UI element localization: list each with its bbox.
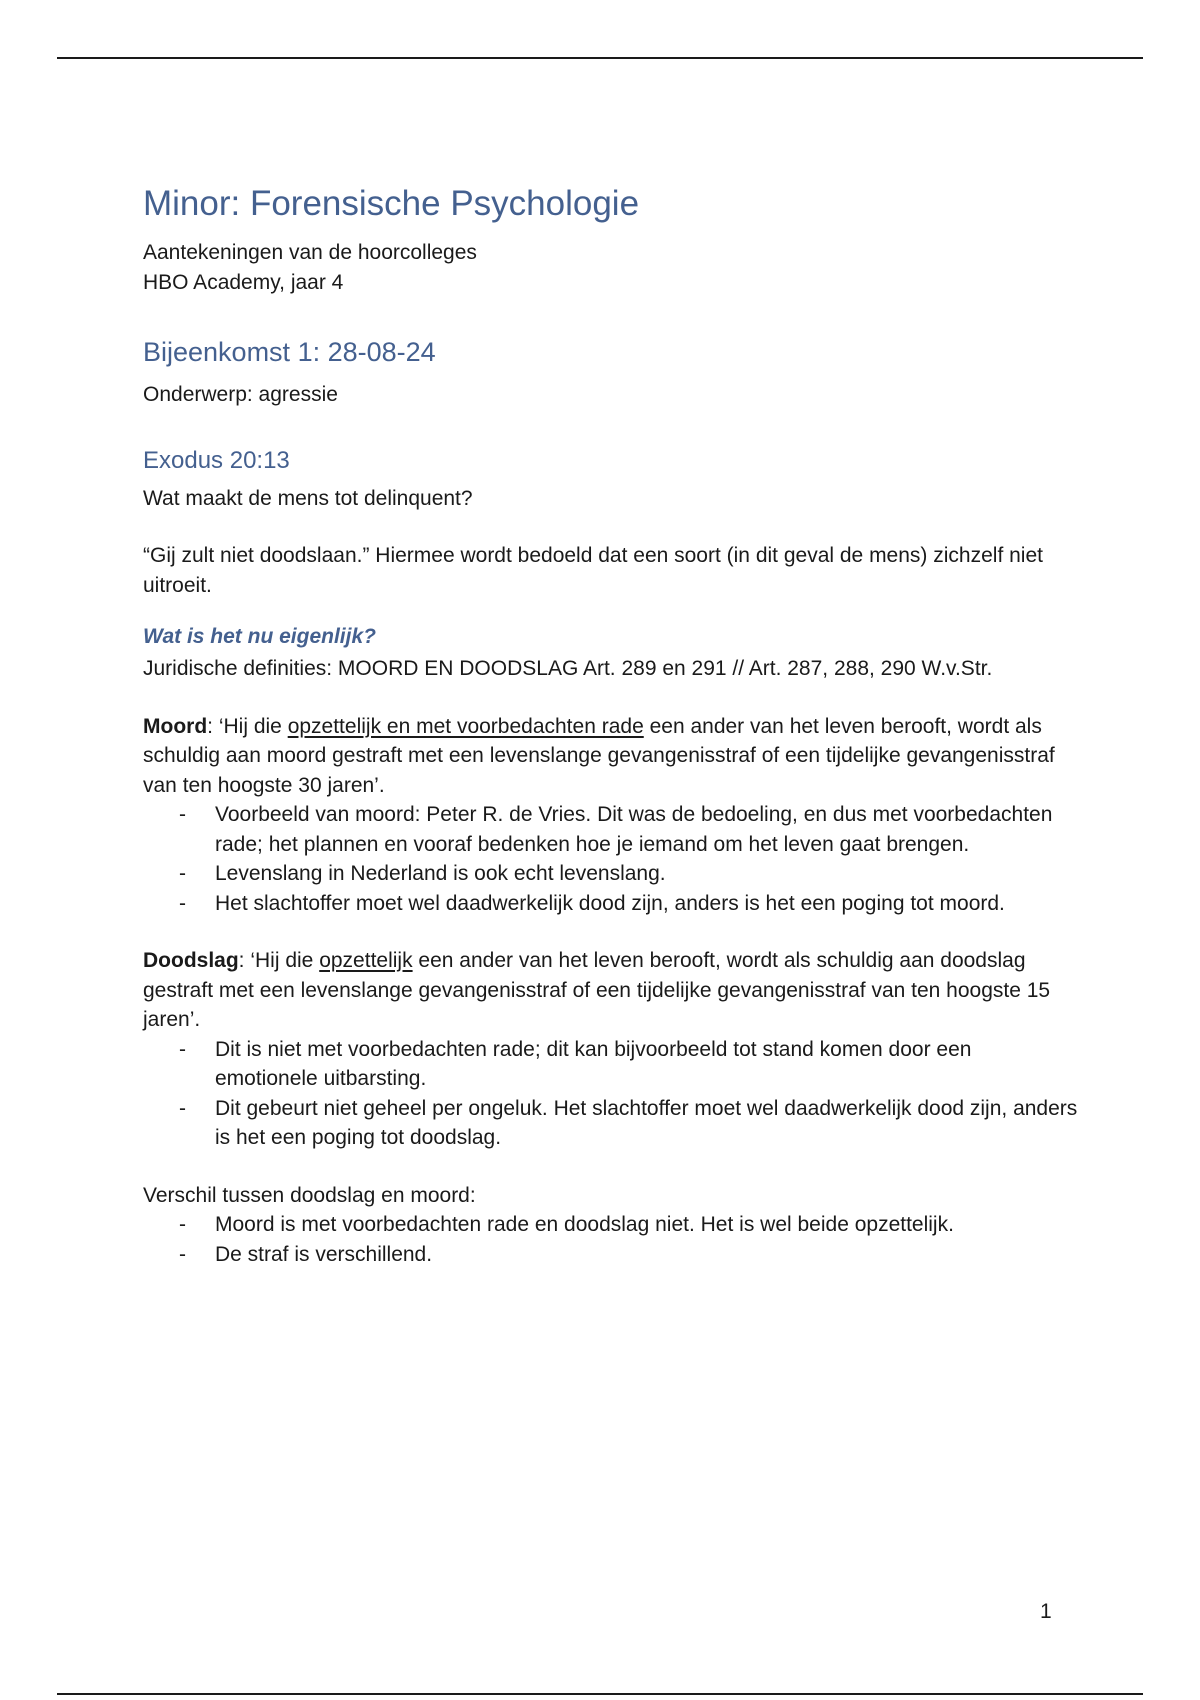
document-subtitle: Aantekeningen van de hoorcolleges bbox=[143, 241, 477, 264]
quote-paragraph: “Gij zult niet doodslaan.” Hiermee wordt bedoeld dat een soort (in dit geval de mens) zichzelf niet uitroeit. bbox=[143, 544, 1043, 597]
topic-line: Onderwerp: agressie bbox=[143, 383, 338, 406]
doodslag-bullet-list bbox=[143, 1035, 1078, 1153]
document-subtitle-2: HBO Academy, jaar 4 bbox=[143, 271, 344, 294]
header-rule bbox=[57, 57, 1143, 59]
question-line: Wat maakt de mens tot delinquent? bbox=[143, 486, 473, 510]
doodslag-text-before: : ‘Hij die bbox=[238, 949, 320, 972]
doodslag-text-after: een ander van het leven berooft, wordt als schuldig aan doodslag gestraft met een levenslange gevangenisstraf of een tijdelijke gevangenisstraf van ten hoogste 15 jaren’. bbox=[143, 949, 1051, 1031]
subheading-eigenlijk: Wat is het nu eigenlijk? bbox=[143, 625, 376, 648]
list-item: - Levenslang in Nederland is ook echt levenslang. bbox=[215, 859, 1078, 889]
doodslag-underlined: opzettelijk bbox=[319, 949, 413, 972]
document-title: Minor: Forensische Psychologie bbox=[143, 184, 640, 223]
verschil-intro: Verschil tussen doodslag en moord: bbox=[143, 1183, 476, 1207]
list-item: - Het slachtoffer moet wel daadwerkelijk dood zijn, anders is het een poging tot moord. bbox=[215, 889, 1078, 919]
footer-rule bbox=[57, 1693, 1143, 1695]
verschil-bullet-list bbox=[143, 1210, 1078, 1269]
list-item: - Voorbeeld van moord: Peter R. de Vries. Dit was de bedoeling, en dus met voorbedachten rade; het plannen en vooraf bedenken hoe je iemand om het leven gaat brengen. bbox=[215, 800, 1078, 859]
doodslag-paragraph bbox=[143, 946, 1078, 1035]
list-item: - Dit gebeurt niet geheel per ongeluk. Het slachtoffer moet wel daadwerkelijk dood zijn, anders is het een poging tot doodslag. bbox=[215, 1094, 1078, 1153]
list-item: - Dit is niet met voorbedachten rade; dit kan bijvoorbeeld tot stand komen door een emotionele uitbarsting. bbox=[215, 1035, 1078, 1094]
page-number: 1 bbox=[1040, 1600, 1052, 1623]
list-item: - Moord is met voorbedachten rade en doodslag niet. Het is wel beide opzettelijk. bbox=[215, 1210, 1078, 1240]
section-heading-bijeenkomst: Bijeenkomst 1: 28-08-24 bbox=[143, 337, 436, 367]
document-body bbox=[143, 180, 1078, 1269]
moord-term: Moord bbox=[143, 714, 208, 738]
moord-underlined: opzettelijk en met voorbedachten rade bbox=[287, 714, 644, 738]
section-heading-exodus: Exodus 20:13 bbox=[143, 446, 290, 474]
definitions-line: Juridische definities: MOORD EN DOODSLAG Art. 289 en 291 // Art. 287, 288, 290 W.v.Str. bbox=[143, 657, 993, 680]
moord-text-after: een ander van het leven berooft, wordt als schuldig aan moord gestraft met een levenslange gevangenisstraf of een tijdelijke gevangenisstraf van ten hoogste 30 jaren’. bbox=[143, 714, 1055, 797]
moord-text-before: : ‘Hij die bbox=[207, 714, 288, 738]
moord-bullet-list bbox=[143, 800, 1078, 918]
doodslag-term: Doodslag bbox=[143, 949, 239, 972]
moord-paragraph bbox=[143, 712, 1078, 801]
list-item: - De straf is verschillend. bbox=[215, 1240, 1078, 1270]
